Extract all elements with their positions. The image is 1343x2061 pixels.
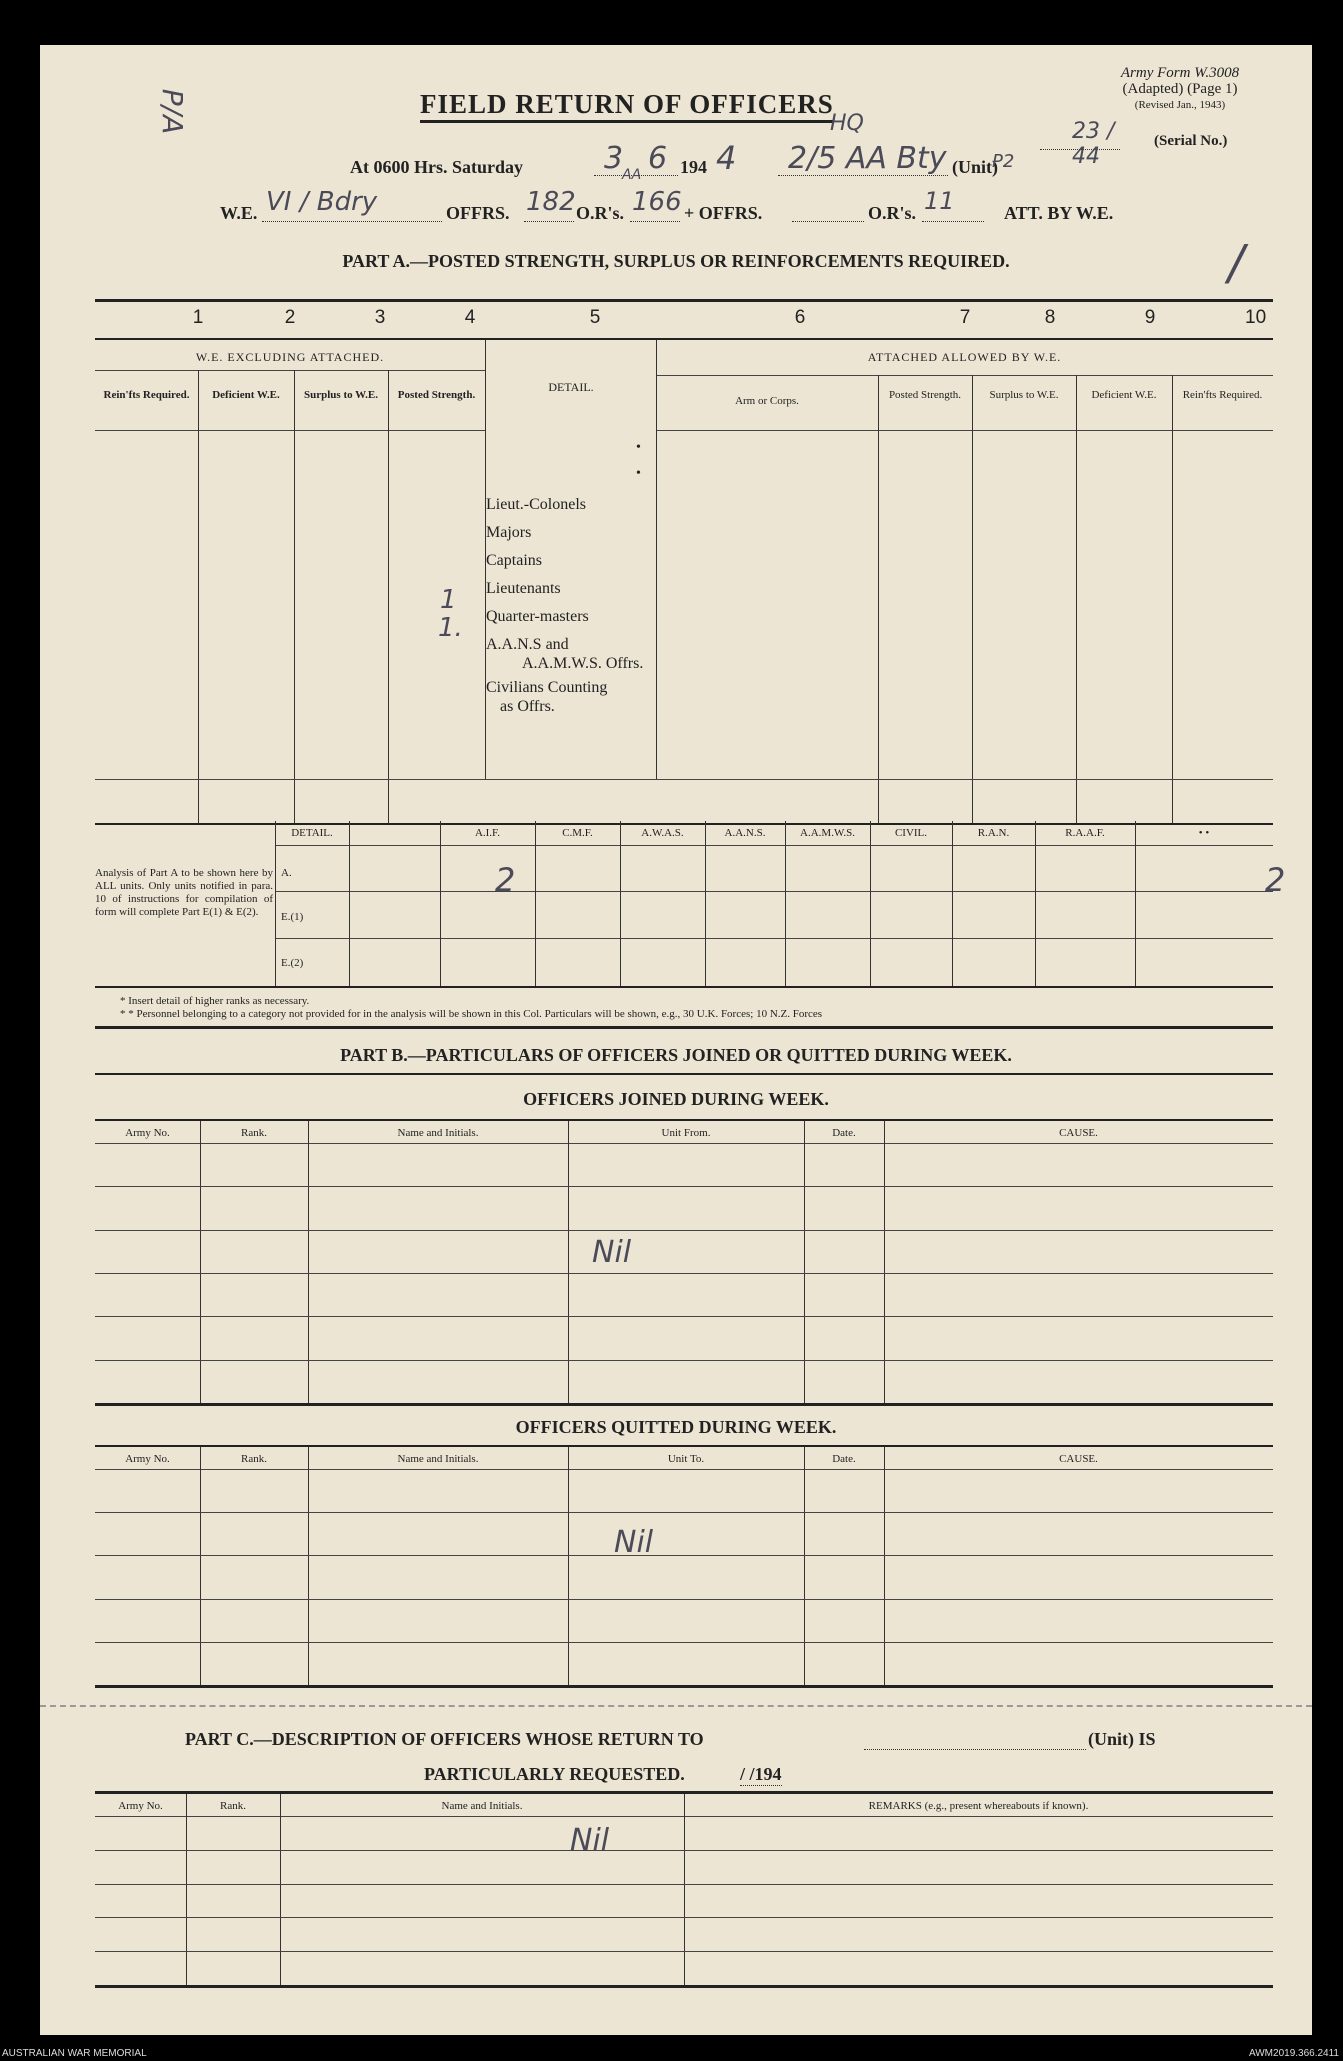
posted-captains: 1 bbox=[440, 585, 457, 615]
table-header: Army No. bbox=[118, 1800, 163, 1812]
table-header: CAUSE. bbox=[1059, 1127, 1098, 1139]
adapted-label: (Adapted) (Page 1) bbox=[1122, 81, 1238, 97]
col-number: 8 bbox=[1044, 307, 1056, 328]
total-value: 2 bbox=[1265, 861, 1286, 899]
table-row[interactable] bbox=[95, 1951, 1273, 1952]
we-label: W.E. bbox=[220, 203, 258, 223]
footer bbox=[0, 2047, 1343, 2061]
part-c-nil: Nil bbox=[570, 1823, 610, 1858]
analysis-header: • • bbox=[1198, 827, 1210, 839]
analysis-header: R.A.A.F. bbox=[1065, 827, 1105, 839]
perforation-line bbox=[40, 1705, 1312, 1707]
table-row[interactable] bbox=[95, 1316, 1273, 1317]
form-paper bbox=[40, 45, 1312, 2035]
serial-field[interactable] bbox=[1040, 119, 1120, 169]
table-row[interactable] bbox=[95, 1555, 1273, 1556]
table-header: Rank. bbox=[220, 1800, 246, 1812]
table-header: REMARKS (e.g., present whereabouts if known). bbox=[868, 1800, 1089, 1812]
table-header: Name and Initials. bbox=[441, 1800, 523, 1812]
rank-civilians: Civilians Counting bbox=[486, 679, 608, 696]
table-row[interactable] bbox=[95, 1917, 1273, 1918]
part-b-title: PART B.—PARTICULARS OF OFFICERS JOINED OR QUITTED DURING WEEK. bbox=[340, 1045, 1012, 1065]
rank-lieutenants: Lieutenants bbox=[486, 580, 561, 597]
part-a-right-col: Posted Strength. bbox=[888, 389, 962, 401]
attached-allowed-header: ATTACHED ALLOWED BY W.E. bbox=[867, 350, 1062, 364]
date-month-field[interactable]: 6 bbox=[638, 145, 678, 176]
rank-bullets: • • bbox=[636, 440, 641, 481]
ors-label: O.R's. bbox=[576, 203, 625, 223]
joined-nil: Nil bbox=[592, 1235, 632, 1270]
analysis-header: CIVIL. bbox=[894, 827, 928, 839]
part-a-right-col: Arm or Corps. bbox=[735, 395, 799, 407]
rank-civilians-2: as Offrs. bbox=[500, 698, 555, 715]
part-c-date[interactable]: / /194 bbox=[740, 1764, 782, 1784]
table-row[interactable] bbox=[95, 1850, 1273, 1851]
part-c-unit-field[interactable] bbox=[864, 1729, 1086, 1750]
footnotes bbox=[120, 995, 822, 1021]
analysis-note: Analysis of Part A to be shown here by ALL units. Only units notified in para. 10 of instructions for compilation of form will complete Part E(1) & E(2). bbox=[95, 867, 273, 918]
date-day-field[interactable]: 3 bbox=[594, 145, 634, 176]
table-header: Army No. bbox=[125, 1453, 170, 1465]
table-header: CAUSE. bbox=[1059, 1453, 1098, 1465]
offrs2-field[interactable] bbox=[792, 191, 864, 222]
footer-left: AUSTRALIAN WAR MEMORIAL bbox=[2, 2048, 147, 2059]
analysis-row-e1: E.(1) bbox=[281, 911, 304, 923]
table-row[interactable] bbox=[95, 1186, 1273, 1187]
aif-value: 2 bbox=[495, 861, 516, 899]
table-header: Unit To. bbox=[667, 1453, 705, 1465]
form-id-block bbox=[1060, 65, 1300, 113]
we-excluding-header: W.E. EXCLUDING ATTACHED. bbox=[195, 350, 385, 364]
table-header: Name and Initials. bbox=[397, 1127, 479, 1139]
form-title: FIELD RETURN OF OFFICERS bbox=[420, 89, 834, 123]
part-c-title: PART C.—DESCRIPTION OF OFFICERS WHOSE RETURN TO bbox=[185, 1729, 704, 1749]
table-header: Date. bbox=[832, 1127, 856, 1139]
analysis-header: DETAIL. bbox=[291, 827, 333, 839]
col-number: 6 bbox=[794, 307, 806, 328]
part-c-unit-is: (Unit) IS bbox=[1088, 1729, 1156, 1749]
joined-title: OFFICERS JOINED DURING WEEK. bbox=[523, 1089, 829, 1109]
rank-lieut-colonels: Lieut.-Colonels bbox=[486, 496, 586, 513]
table-header: Name and Initials. bbox=[397, 1453, 479, 1465]
serial-label: (Serial No.) bbox=[1154, 133, 1228, 149]
footnote-2: * * Personnel belonging to a category not provided for in the analysis will be shown in this Col. Particulars will be shown, e.g., 30 U.K. Forces; 10 N.Z. Forces bbox=[120, 1008, 823, 1020]
rank-list bbox=[486, 495, 643, 716]
col-number: 7 bbox=[959, 307, 971, 328]
analysis-row-a: A. bbox=[281, 867, 292, 879]
part-a-right-col: Rein'fts Required. bbox=[1182, 389, 1263, 401]
quitted-title: OFFICERS QUITTED DURING WEEK. bbox=[515, 1417, 837, 1437]
part-a-left-col: Surplus to W.E. bbox=[304, 389, 378, 401]
unit-label: (Unit) bbox=[952, 157, 998, 177]
army-form-number: Army Form W.3008 bbox=[1120, 65, 1240, 81]
col-number: 1 bbox=[192, 307, 204, 328]
table-header: Rank. bbox=[241, 1453, 267, 1465]
margin-annotation: P/A bbox=[156, 88, 190, 135]
col-number: 9 bbox=[1144, 307, 1156, 328]
table-row[interactable] bbox=[95, 1884, 1273, 1885]
part-a-right-col: Surplus to W.E. bbox=[989, 389, 1059, 401]
offrs-label: OFFRS. bbox=[446, 203, 510, 223]
table-header: Army No. bbox=[125, 1127, 170, 1139]
unit-field[interactable]: 2/5 AA Bty HQ bbox=[778, 145, 948, 176]
rank-captains: Captains bbox=[486, 552, 542, 569]
date-prefix: At 0600 Hrs. Saturday bbox=[350, 157, 524, 177]
table-header: Rank. bbox=[241, 1127, 267, 1139]
part-a-title: PART A.—POSTED STRENGTH, SURPLUS OR REINFORCEMENTS REQUIRED. bbox=[342, 251, 1010, 271]
table-row[interactable] bbox=[95, 1230, 1273, 1231]
date-line bbox=[350, 157, 523, 178]
table-row[interactable] bbox=[95, 1599, 1273, 1600]
part-a-left-col: Deficient W.E. bbox=[212, 389, 280, 401]
ors-field[interactable]: 166 AA bbox=[630, 191, 680, 222]
rank-majors: Majors bbox=[486, 524, 532, 541]
we-field[interactable]: VI / Bdry bbox=[262, 191, 442, 222]
plus-offrs-label: + OFFRS. bbox=[684, 203, 763, 223]
quitted-nil: Nil bbox=[614, 1525, 654, 1560]
part-a-right-col: Deficient W.E. bbox=[1091, 389, 1157, 401]
part-a-left-col: Posted Strength. bbox=[397, 389, 476, 401]
analysis-header: A.W.A.S. bbox=[641, 827, 684, 839]
part-a-left-col: Rein'fts Required. bbox=[103, 389, 190, 401]
footnote-1: * Insert detail of higher ranks as necessary. bbox=[120, 995, 310, 1007]
analysis-header: C.M.F. bbox=[562, 827, 593, 839]
ors2-field[interactable]: 11 P2 bbox=[922, 191, 984, 222]
serial-handwritten: 23 / 44 bbox=[1072, 119, 1115, 169]
detail-header: DETAIL. bbox=[548, 380, 594, 394]
analysis-row-e2: E.(2) bbox=[281, 957, 304, 969]
analysis-header: A.A.N.S. bbox=[724, 827, 766, 839]
table-row[interactable] bbox=[95, 1273, 1273, 1274]
col-number: 5 bbox=[589, 307, 601, 328]
analysis-header: A.A.M.W.S. bbox=[800, 827, 855, 839]
rank-quartermasters: Quarter-masters bbox=[486, 608, 589, 625]
table-header: Unit From. bbox=[661, 1127, 711, 1139]
col-number: 2 bbox=[284, 307, 296, 328]
table-header: Date. bbox=[832, 1453, 856, 1465]
analysis-header: R.A.N. bbox=[977, 827, 1010, 839]
table-row[interactable] bbox=[95, 1360, 1273, 1361]
analysis-table bbox=[95, 821, 1286, 989]
ors2-label: O.R's. bbox=[868, 203, 917, 223]
table-row[interactable] bbox=[95, 1512, 1273, 1513]
att-label: ATT. BY W.E. bbox=[1004, 203, 1114, 223]
table-row[interactable] bbox=[95, 1642, 1273, 1643]
rank-aamws: A.A.M.W.S. Offrs. bbox=[522, 655, 644, 672]
offrs-field[interactable]: 182 bbox=[524, 191, 574, 222]
analysis-header: A.I.F. bbox=[474, 827, 501, 839]
rank-aans: A.A.N.S and bbox=[486, 636, 569, 653]
col-number: 10 bbox=[1245, 307, 1267, 328]
part-c-line2: PARTICULARLY REQUESTED. bbox=[424, 1764, 685, 1784]
year-field[interactable]: 4 bbox=[716, 139, 737, 177]
footer-right: AWM2019.366.2411 bbox=[1248, 2048, 1339, 2059]
col-number: 3 bbox=[374, 307, 386, 328]
revised-label: (Revised Jan., 1943) bbox=[1134, 99, 1226, 111]
posted-lieutenants: 1. bbox=[438, 613, 463, 643]
col-number: 4 bbox=[464, 307, 476, 328]
year-prefix: 194 bbox=[680, 157, 707, 177]
corner-mark: / bbox=[1228, 235, 1245, 291]
